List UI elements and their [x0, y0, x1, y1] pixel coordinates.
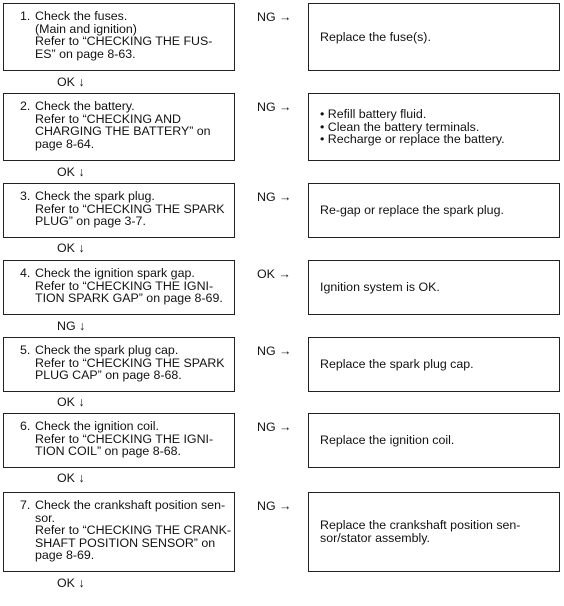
- step-text-line: Check the ignition coil.: [35, 419, 159, 433]
- step-text-line: SHAFT POSITION SENSOR” on: [35, 535, 216, 550]
- step-text-line: Refer to “CHECKING THE SPARK: [35, 201, 225, 216]
- step-text-line: Check the spark plug cap.: [35, 343, 179, 357]
- result-text-line: sor/stator assembly.: [320, 531, 430, 545]
- step-text-line: CHARGING THE BATTERY” on: [35, 124, 211, 139]
- down-label-2: OK ↓: [57, 165, 85, 179]
- result-text-line: • Clean the battery terminals.: [320, 119, 480, 134]
- result-text-line: Replace the fuse(s).: [320, 29, 431, 44]
- branch-label-6: NG →: [257, 420, 292, 434]
- result-text-line: Ignition system is OK.: [320, 280, 440, 295]
- branch-label-1: NG →: [257, 10, 292, 24]
- result-text-line: • Recharge or replace the battery.: [320, 132, 505, 147]
- step-text-line: Refer to “CHECKING THE IGNI-: [35, 431, 214, 446]
- result-text-line: Replace the ignition coil.: [320, 433, 455, 448]
- result-box-7: [308, 492, 560, 572]
- step-number: 3.: [20, 189, 31, 203]
- step-text-line: Check the spark plug.: [35, 189, 155, 203]
- step-text-line: TION COIL” on page 8-68.: [35, 444, 182, 459]
- step-text-line: ES” on page 8-63.: [35, 46, 136, 61]
- step-box-7: [3, 492, 235, 572]
- step-text-line: TION SPARK GAP” on page 8-69.: [35, 291, 223, 306]
- result-text-line: Re-gap or replace the spark plug.: [320, 203, 504, 218]
- result-text-line: Replace the crankshaft position sen-: [320, 518, 521, 533]
- down-label-6: OK ↓: [57, 471, 85, 485]
- down-label-1: OK ↓: [57, 75, 85, 89]
- result-text-line: Replace the spark plug cap.: [320, 357, 474, 372]
- result-box-6: [308, 413, 560, 468]
- step-text-line: Refer to “CHECKING THE IGNI-: [35, 278, 214, 293]
- down-label-5: OK ↓: [57, 395, 85, 409]
- step-text-line: sor.: [35, 510, 55, 525]
- step-box-3: [3, 183, 235, 238]
- step-text-line: page 8-64.: [35, 136, 95, 151]
- step-text-line: page 8-69.: [35, 548, 95, 563]
- result-box-3: [308, 183, 560, 238]
- branch-label-2: NG →: [257, 100, 292, 114]
- step-box-2: [3, 93, 235, 161]
- branch-label-7: NG →: [257, 499, 292, 513]
- step-box-6: [3, 413, 235, 468]
- result-box-5: [308, 337, 560, 392]
- down-label-3: OK ↓: [57, 241, 85, 255]
- step-text-line: PLUG” on page 3-7.: [35, 214, 146, 229]
- step-text-line: Refer to “CHECKING AND: [35, 111, 181, 126]
- step-number: 7.: [20, 498, 31, 512]
- step-text-line: Refer to “CHECKING THE SPARK: [35, 355, 225, 370]
- step-number: 1.: [20, 9, 31, 23]
- branch-label-4: OK →: [257, 267, 291, 281]
- step-text-line: Check the fuses.: [35, 9, 128, 23]
- result-box-4: [308, 260, 560, 315]
- step-number: 6.: [20, 419, 31, 433]
- step-box-1: [3, 3, 235, 71]
- step-number: 2.: [20, 99, 31, 113]
- step-text-line: Check the crankshaft position sen-: [35, 498, 226, 512]
- step-box-4: [3, 260, 235, 315]
- down-label-4: NG ↓: [57, 319, 86, 333]
- down-label-7: OK ↓: [57, 576, 85, 590]
- step-text-line: PLUG CAP” on page 8-68.: [35, 368, 182, 383]
- step-text-line: Check the ignition spark gap.: [35, 266, 195, 280]
- step-text-line: (Main and ignition): [35, 21, 137, 36]
- step-number: 5.: [20, 343, 31, 357]
- result-box-2: [308, 93, 560, 161]
- branch-label-5: NG →: [257, 344, 292, 358]
- step-number: 4.: [20, 266, 31, 280]
- branch-label-3: NG →: [257, 190, 292, 204]
- result-text-line: • Refill battery fluid.: [320, 107, 427, 122]
- step-text-line: Refer to “CHECKING THE CRANK-: [35, 523, 231, 538]
- result-box-1: [308, 3, 560, 71]
- step-box-5: [3, 337, 235, 392]
- step-text-line: Refer to “CHECKING THE FUS-: [35, 34, 213, 49]
- step-text-line: Check the battery.: [35, 99, 135, 113]
